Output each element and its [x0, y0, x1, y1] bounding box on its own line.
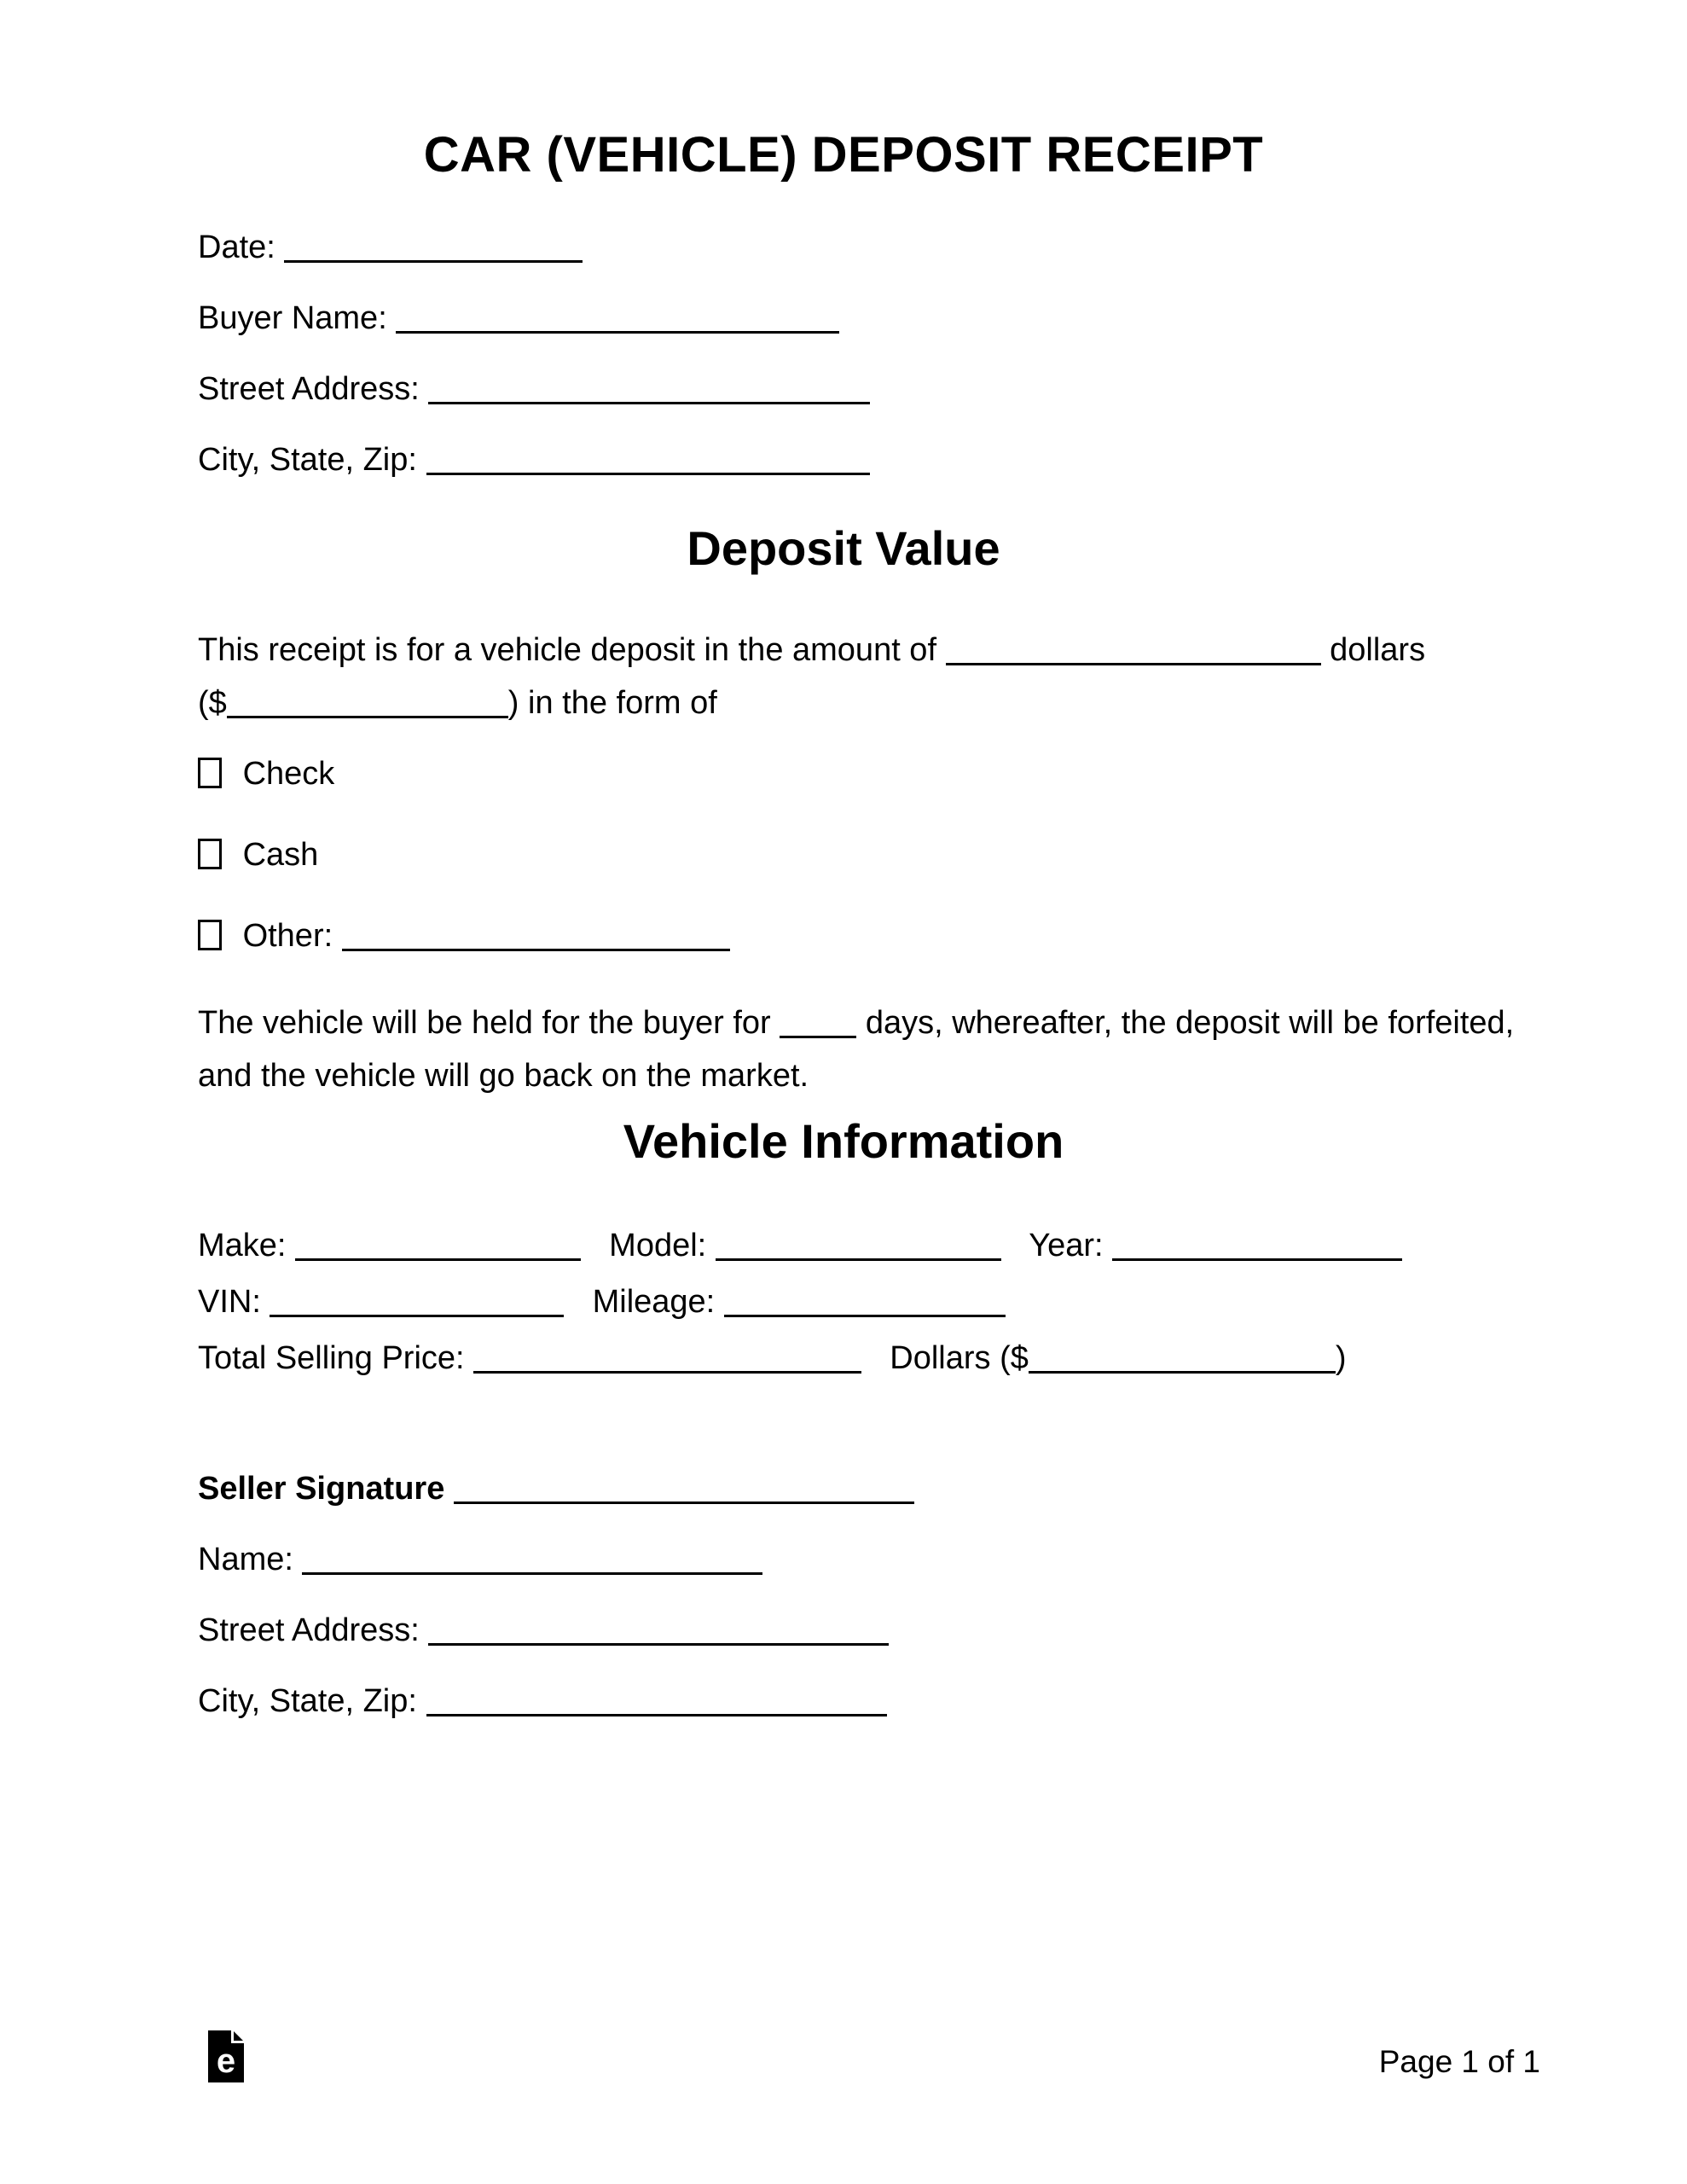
seller-city-row: [198, 1683, 1489, 1720]
make-model-year-row: [198, 1225, 1489, 1266]
buyer-city-label: City, State, Zip:: [198, 442, 417, 478]
eforms-logo-letter: e: [216, 2042, 236, 2080]
seller-signature-row: [198, 1471, 1489, 1507]
deposit-value-heading: Deposit Value: [687, 521, 1000, 575]
price-dollars-close: ): [1335, 1340, 1347, 1376]
hold-period-paragraph: [198, 996, 1515, 1102]
page-title: CAR (VEHICLE) DEPOSIT RECEIPT: [423, 127, 1264, 183]
other-blank[interactable]: [342, 923, 730, 951]
check-option-label: Check: [242, 756, 335, 792]
buyer-street-row: [198, 371, 1489, 408]
deposit-line1-dollars: dollars: [1330, 632, 1426, 668]
seller-city-label: City, State, Zip:: [198, 1683, 417, 1719]
model-blank[interactable]: [716, 1233, 1001, 1261]
deposit-line2-open: ($: [198, 685, 227, 721]
hold-line1-text: The vehicle will be held for the buyer for: [198, 1005, 771, 1041]
vin-label: VIN:: [198, 1284, 261, 1320]
price-dollars-open: Dollars ($: [890, 1340, 1029, 1376]
page-number: Page 1 of 1: [1378, 2044, 1540, 2079]
buyer-street-label: Street Address:: [198, 371, 420, 407]
deposit-amount-paragraph: [198, 624, 1489, 729]
seller-name-row: [198, 1542, 1489, 1578]
amount-words-blank[interactable]: [946, 637, 1321, 665]
hold-line1-tail: days, whereafter, the deposit will be forfeited,: [865, 1005, 1515, 1041]
buyer-city-row: [198, 442, 1489, 479]
seller-street-blank[interactable]: [428, 1618, 889, 1646]
other-option-label: Other:: [242, 918, 333, 954]
cash-option-label: Cash: [242, 837, 319, 873]
date-blank[interactable]: [284, 235, 583, 263]
seller-signature-blank[interactable]: [454, 1476, 914, 1504]
deposit-option-cash: [198, 834, 1489, 875]
deposit-option-check: [198, 753, 1489, 794]
make-label: Make:: [198, 1228, 287, 1263]
year-blank[interactable]: [1112, 1233, 1402, 1261]
buyer-name-row: [198, 300, 1489, 337]
seller-street-row: [198, 1612, 1489, 1649]
date-row: [198, 229, 1489, 266]
vin-mileage-row: [198, 1281, 1489, 1322]
deposit-line1-text: This receipt is for a vehicle deposit in the amount of: [198, 632, 937, 668]
model-label: Model:: [609, 1228, 707, 1263]
buyer-name-label: Buyer Name:: [198, 300, 387, 336]
date-label: Date:: [198, 229, 275, 265]
vin-blank[interactable]: [270, 1289, 564, 1317]
hold-line2-text: and the vehicle will go back on the market.: [198, 1058, 809, 1094]
buyer-street-blank[interactable]: [428, 376, 870, 404]
seller-city-blank[interactable]: [426, 1688, 887, 1716]
eforms-logo-icon: [208, 2030, 244, 2082]
other-checkbox[interactable]: [198, 920, 222, 950]
mileage-label: Mileage:: [592, 1284, 716, 1320]
make-blank[interactable]: [295, 1233, 581, 1261]
mileage-blank[interactable]: [724, 1289, 1006, 1317]
seller-signature-label: Seller Signature: [198, 1471, 445, 1507]
seller-name-label: Name:: [198, 1542, 293, 1577]
cash-checkbox[interactable]: [198, 839, 222, 869]
amount-number-blank[interactable]: [227, 690, 508, 718]
selling-price-row: [198, 1338, 1489, 1379]
buyer-city-blank[interactable]: [426, 447, 870, 475]
price-number-blank[interactable]: [1029, 1345, 1336, 1374]
year-label: Year:: [1029, 1228, 1104, 1263]
buyer-name-blank[interactable]: [396, 305, 839, 334]
selling-price-label: Total Selling Price:: [198, 1340, 465, 1376]
seller-street-label: Street Address:: [198, 1612, 420, 1648]
seller-name-blank[interactable]: [302, 1547, 762, 1575]
deposit-option-other: [198, 915, 1489, 956]
price-words-blank[interactable]: [473, 1345, 861, 1374]
deposit-line2-close: ) in the form of: [507, 685, 717, 721]
vehicle-information-heading: Vehicle Information: [623, 1114, 1064, 1168]
days-blank[interactable]: [780, 1010, 856, 1038]
check-checkbox[interactable]: [198, 758, 222, 788]
